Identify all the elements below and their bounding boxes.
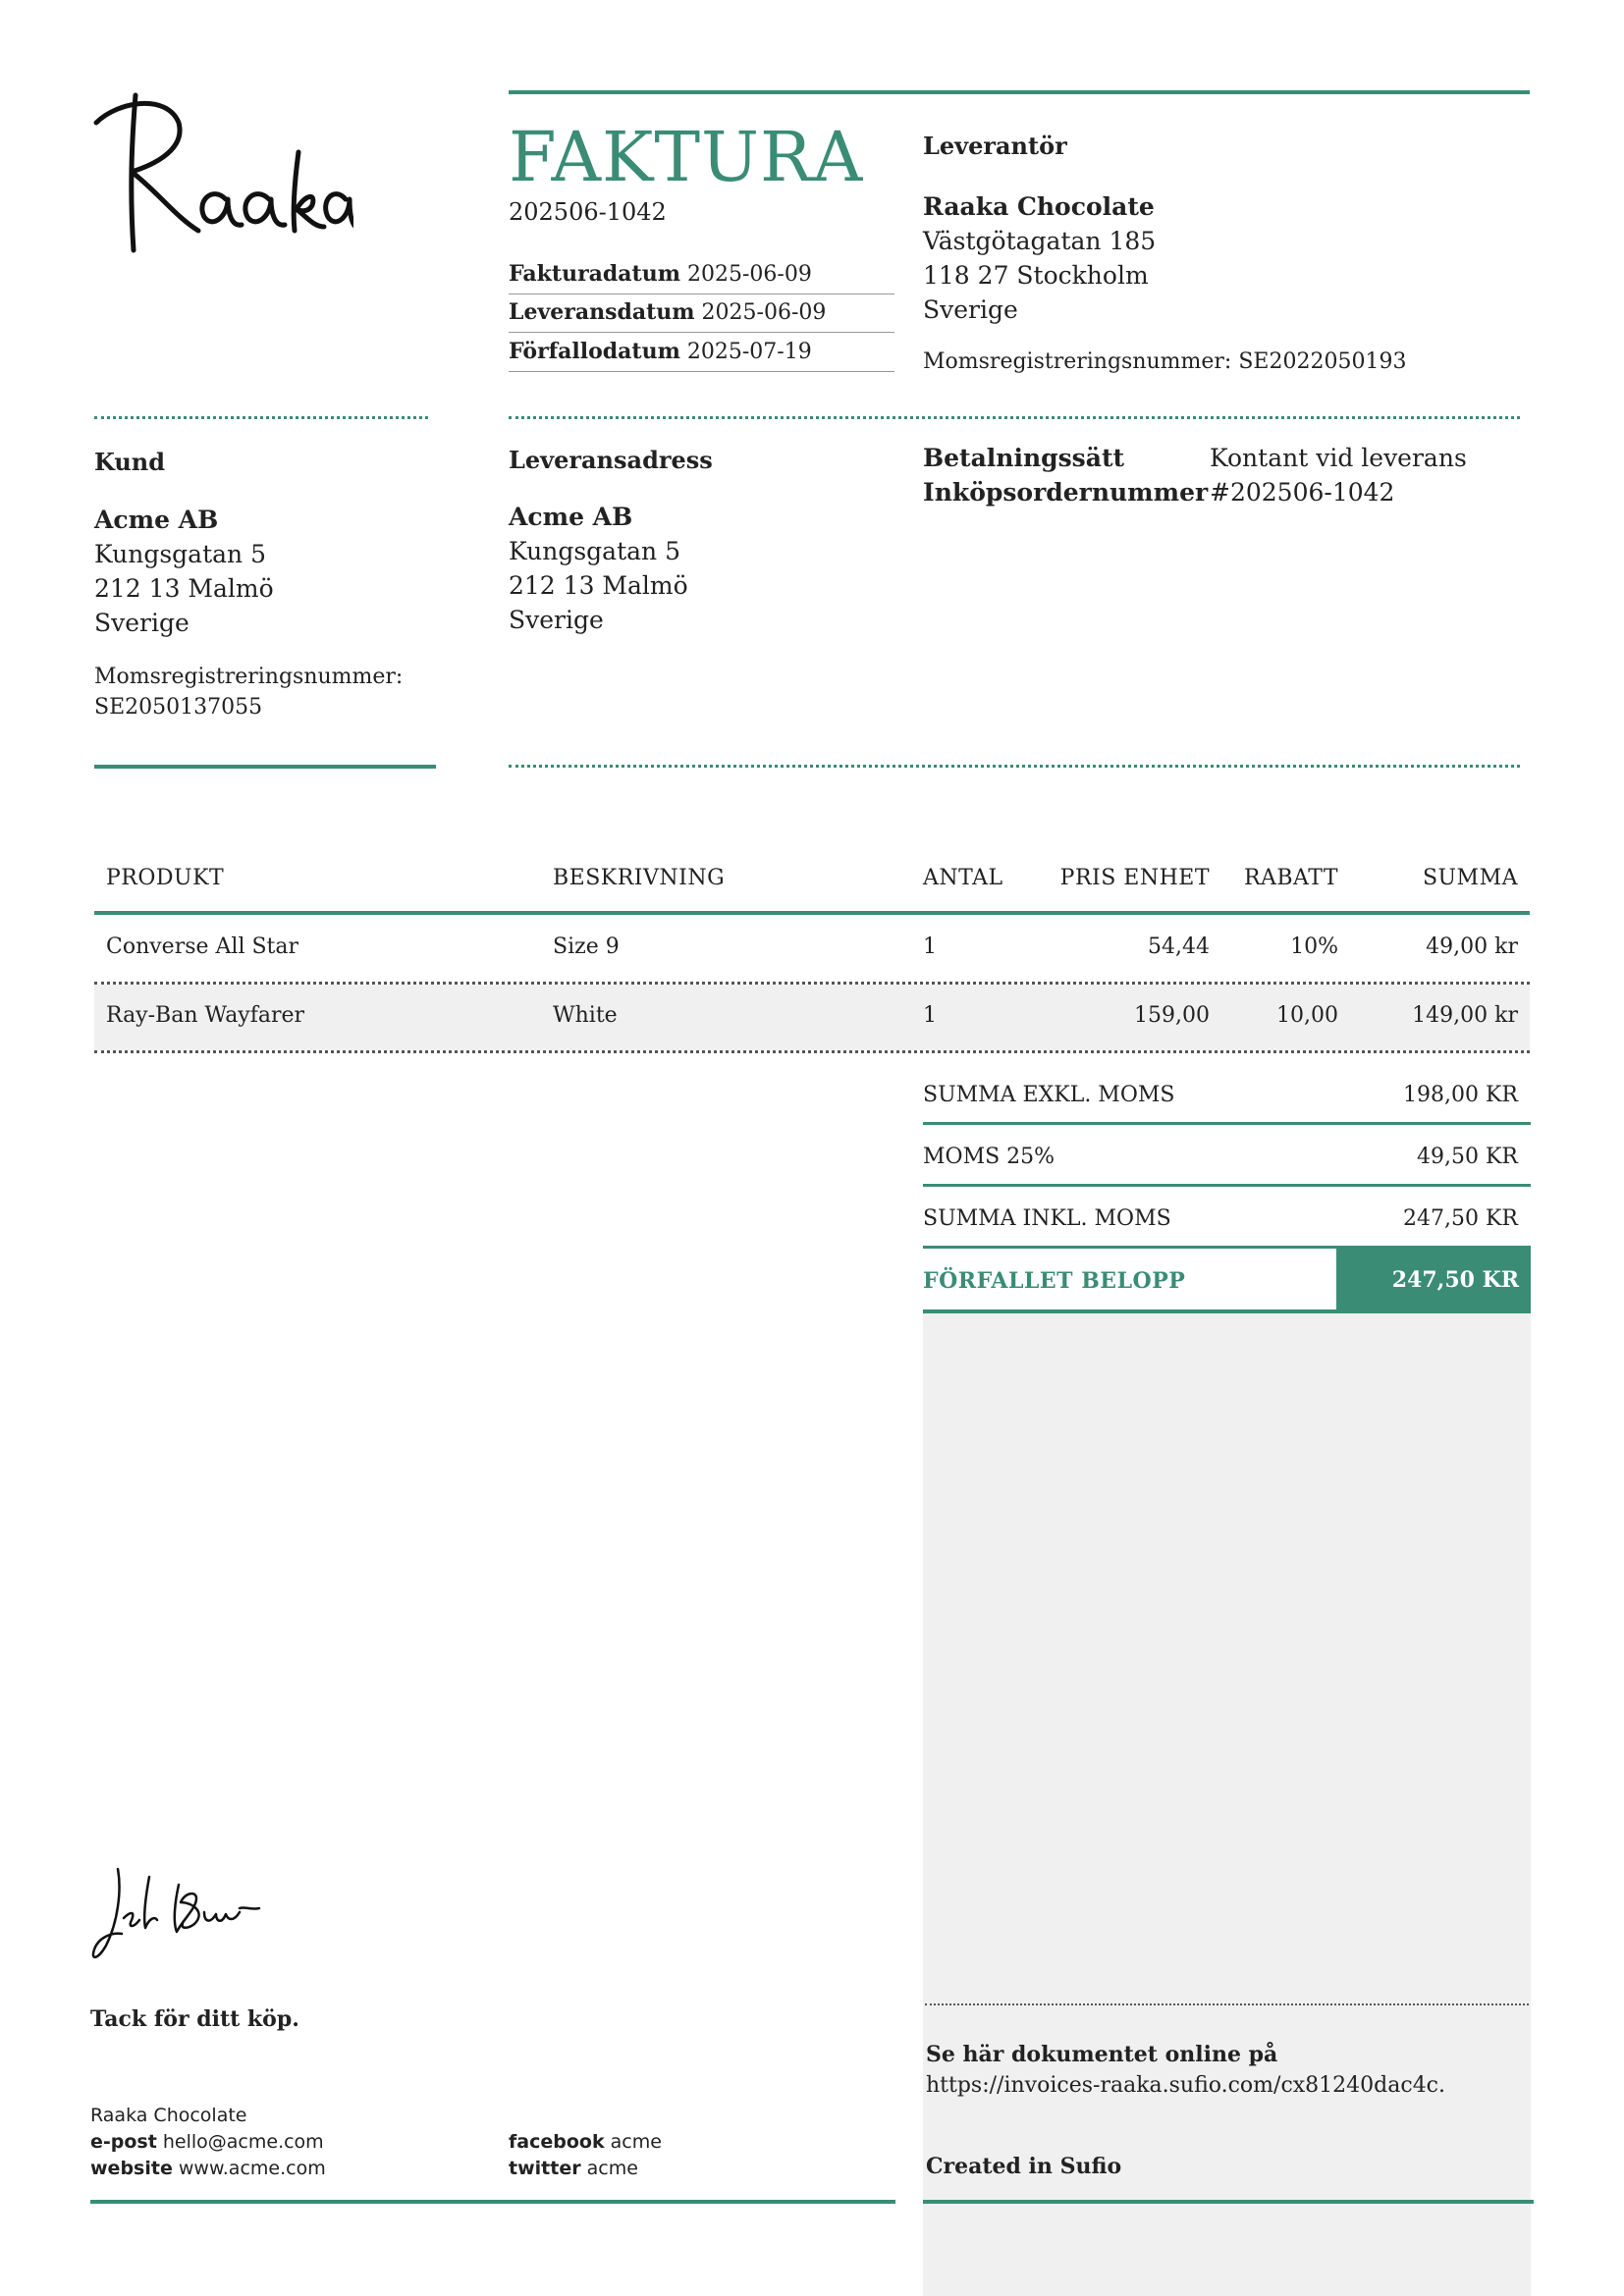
header-product: PRODUKT	[106, 866, 225, 890]
delivery-address	[509, 500, 688, 637]
facebook-label: facebook	[509, 2131, 605, 2153]
customer-city: 212 13 Malmö	[94, 574, 274, 603]
footer-twitter	[509, 2156, 662, 2182]
cell-unit-price: 54,44	[1148, 934, 1210, 959]
total-label: MOMS 25%	[923, 1145, 1056, 1169]
cell-quantity: 1	[923, 1003, 937, 1028]
footer-website	[90, 2156, 326, 2182]
invoice-title: FAKTURA	[509, 117, 864, 197]
supplier-name: Raaka Chocolate	[923, 192, 1155, 221]
customer-street: Kungsgatan 5	[94, 540, 266, 568]
signature	[88, 1863, 265, 1971]
panel-separator	[925, 2003, 1529, 2005]
date-label: Fakturadatum	[509, 261, 680, 287]
cell-discount: 10,00	[1276, 1003, 1338, 1028]
delivery-city: 212 13 Malmö	[509, 571, 688, 600]
amount-due-label: FÖRFALLET BELOPP	[923, 1268, 1186, 1294]
totals-rule	[923, 1184, 1531, 1187]
online-url-suffix: .	[1438, 2073, 1446, 2098]
po-number-label: Inköpsordernummer	[923, 478, 1209, 507]
website-label: website	[90, 2158, 173, 2179]
payment-method-value: Kontant vid leverans	[1210, 444, 1467, 472]
header-description: BESKRIVNING	[553, 866, 726, 890]
footer-rule	[90, 2200, 895, 2204]
twitter-label: twitter	[509, 2158, 581, 2179]
cell-description: White	[553, 1003, 618, 1028]
footer-social	[509, 2129, 662, 2182]
date-divider	[509, 332, 894, 333]
email-value[interactable]: hello@acme.com	[162, 2131, 324, 2153]
online-panel	[923, 1313, 1531, 2296]
separator	[94, 416, 428, 419]
date-value: 2025-06-09	[687, 262, 812, 287]
supplier-country: Sverige	[923, 295, 1018, 324]
created-in-sufio: Created in Sufio	[926, 2154, 1122, 2179]
amount-due-row	[923, 1249, 1531, 1311]
table-row	[94, 985, 1530, 1050]
customer-rule	[94, 765, 436, 769]
customer-vat	[94, 662, 403, 722]
separator	[509, 416, 1520, 419]
delivery-street: Kungsgatan 5	[509, 537, 680, 565]
delivery-country: Sverige	[509, 606, 604, 634]
cell-product: Ray-Ban Wayfarer	[106, 1003, 305, 1028]
delivery-heading: Leveransadress	[509, 446, 713, 474]
facebook-value[interactable]: acme	[610, 2131, 662, 2153]
total-value: 198,00 KR	[1403, 1083, 1518, 1107]
date-value: 2025-06-09	[701, 300, 827, 325]
row-separator	[94, 1050, 1530, 1053]
email-label: e-post	[90, 2131, 157, 2153]
invoice-number: 202506-1042	[509, 198, 667, 226]
supplier-street: Västgötagatan 185	[923, 227, 1157, 255]
supplier-city: 118 27 Stockholm	[923, 261, 1149, 290]
header-quantity: ANTAL	[923, 866, 1003, 890]
cell-sum: 49,00 kr	[1426, 934, 1518, 959]
footer-facebook	[509, 2129, 662, 2156]
header-sum: SUMMA	[1422, 866, 1518, 890]
date-divider	[509, 371, 894, 372]
cell-product: Converse All Star	[106, 934, 299, 959]
footer-contact	[90, 2103, 326, 2182]
online-url[interactable]: https://invoices-raaka.sufio.com/cx81240dac4c	[926, 2073, 1439, 2098]
separator	[509, 765, 1520, 768]
top-rule	[509, 90, 1530, 94]
customer-country: Sverige	[94, 609, 189, 637]
customer-name: Acme AB	[94, 506, 219, 534]
footer-company: Raaka Chocolate	[90, 2105, 247, 2126]
amount-due-value: 247,50 KR	[1336, 1249, 1531, 1311]
supplier-vat: Momsregistreringsnummer: SE2022050193	[923, 349, 1407, 374]
po-number-value: #202506-1042	[1210, 478, 1395, 507]
online-link[interactable]	[926, 2073, 1445, 2098]
header-unit-price: PRIS ENHET	[1059, 866, 1210, 890]
delivery-date-row	[509, 299, 894, 325]
online-heading: Se här dokumentet online på	[926, 2042, 1278, 2067]
delivery-name: Acme AB	[509, 503, 633, 531]
supplier-heading: Leverantör	[923, 132, 1067, 160]
total-value: 247,50 KR	[1403, 1206, 1518, 1231]
total-label: SUMMA EXKL. MOMS	[923, 1083, 1175, 1107]
customer-vat-label: Momsregistreringsnummer:	[94, 665, 404, 689]
date-label: Leveransdatum	[509, 299, 695, 325]
cell-quantity: 1	[923, 934, 937, 959]
thanks-message: Tack för ditt köp.	[90, 2006, 299, 2032]
website-value[interactable]: www.acme.com	[178, 2158, 326, 2179]
customer-address	[94, 503, 274, 640]
header-discount: RABATT	[1243, 866, 1338, 890]
invoice-date-row	[509, 261, 894, 287]
total-label: SUMMA INKL. MOMS	[923, 1206, 1171, 1231]
total-value: 49,50 KR	[1417, 1145, 1518, 1169]
date-value: 2025-07-19	[686, 340, 812, 364]
due-date-row	[509, 339, 894, 364]
totals-rule	[923, 1122, 1531, 1125]
twitter-value[interactable]: acme	[586, 2158, 638, 2179]
cell-sum: 149,00 kr	[1412, 1003, 1518, 1028]
footer-rule	[923, 2200, 1534, 2204]
cell-unit-price: 159,00	[1134, 1003, 1210, 1028]
footer-email	[90, 2129, 326, 2156]
customer-heading: Kund	[94, 448, 166, 476]
customer-vat-number: SE2050137055	[94, 695, 263, 720]
raaka-logo	[88, 83, 353, 265]
table-row	[94, 915, 1530, 982]
date-label: Förfallodatum	[509, 339, 680, 364]
cell-description: Size 9	[553, 934, 620, 959]
payment-method-label: Betalningssätt	[923, 444, 1125, 472]
supplier-address	[923, 189, 1156, 327]
cell-discount: 10%	[1290, 934, 1338, 959]
